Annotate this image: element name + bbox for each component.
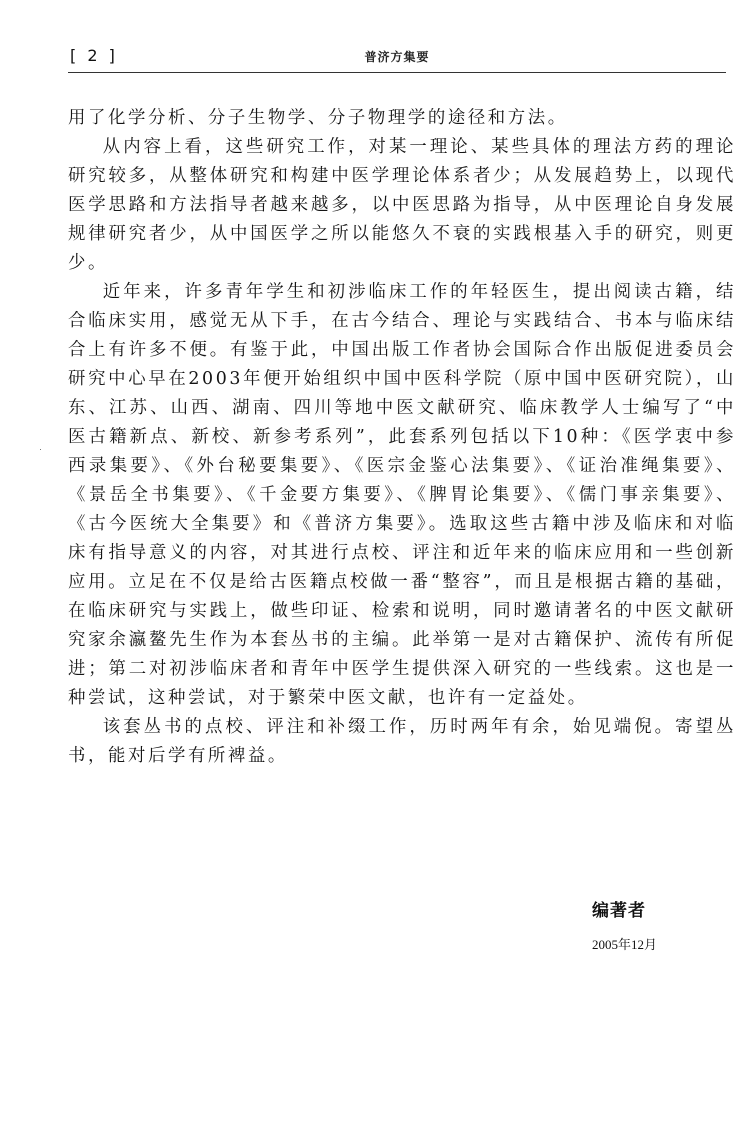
paragraph: 从内容上看，这些研究工作，对某一理论、某些具体的理法方药的理论研究较多，从整体研究和构建中医学理论体系者少；从发展趋势上，以现代医学思路和方法指导者越来越多，以中医思路为指导，从中医理论自身发展规律研究者少，从中国医学之所以能悠久不衰的实践根基入手的研究，则更少。: [68, 137, 736, 273]
page-header: [68, 44, 726, 74]
signature-date: 2005年12月: [592, 937, 658, 952]
paragraph: 近年来，许多青年学生和初涉临床工作的年轻医生，提出阅读古籍，结合临床实用，感觉无从下手，在古今结合、理论与实践结合、书本与临床结合上有许多不便。有鉴于此，中国出版工作者协会国际合作出版促进委员会研究中心早在2003年便开始组织中国中医科学院（原中国中医研究院），山东、江苏、山西、湖南、四川等地中医文献研究、临床教学人士编写了“中医古籍新点、新校、新参考系列”，此套系列包括以下10种：《医学衷中参西录集要》、《外台秘要集要》、《医宗金鉴心法集要》、《证治准绳集要》、《景岳全书集要》、《千金要方集要》、《脾胃论集要》、《儒门事亲集要》、《古今医统大全集要》和《普济方集要》。选取这些古籍中涉及临床和对临床有指导意义的内容，对其进行点校、评注和近年来的临床应用和一些创新应用。立足在不仅是给古医籍点校做一番“整容”，而且是根据古籍的基础，在临床研究与实践上，做些印证、检索和说明，同时邀请著名的中医文献研究家余瀛鳌先生作为本套丛书的主编。此举第一是对古籍保护、流传有所促进；第二对初涉临床者和青年中医学生提供深入研究的一些线索。这也是一种尝试，这种尝试，对于繁荣中医文献，也许有一定益处。: [68, 282, 736, 708]
paragraph-continuation: 用了化学分析、分子生物学、分子物理学的途径和方法。: [68, 108, 568, 128]
paragraph: 该套丛书的点校、评注和补缀工作，历时两年有余，始见端倪。寄望丛书，能对后学有所裨益。: [68, 717, 736, 766]
scan-speck: [40, 449, 41, 450]
body-text: [68, 104, 736, 771]
page-number: [ 2 ]: [70, 46, 118, 65]
signature-author: 编著者: [592, 901, 646, 921]
header-rule: [68, 72, 726, 73]
running-title: 普济方集要: [364, 50, 430, 64]
